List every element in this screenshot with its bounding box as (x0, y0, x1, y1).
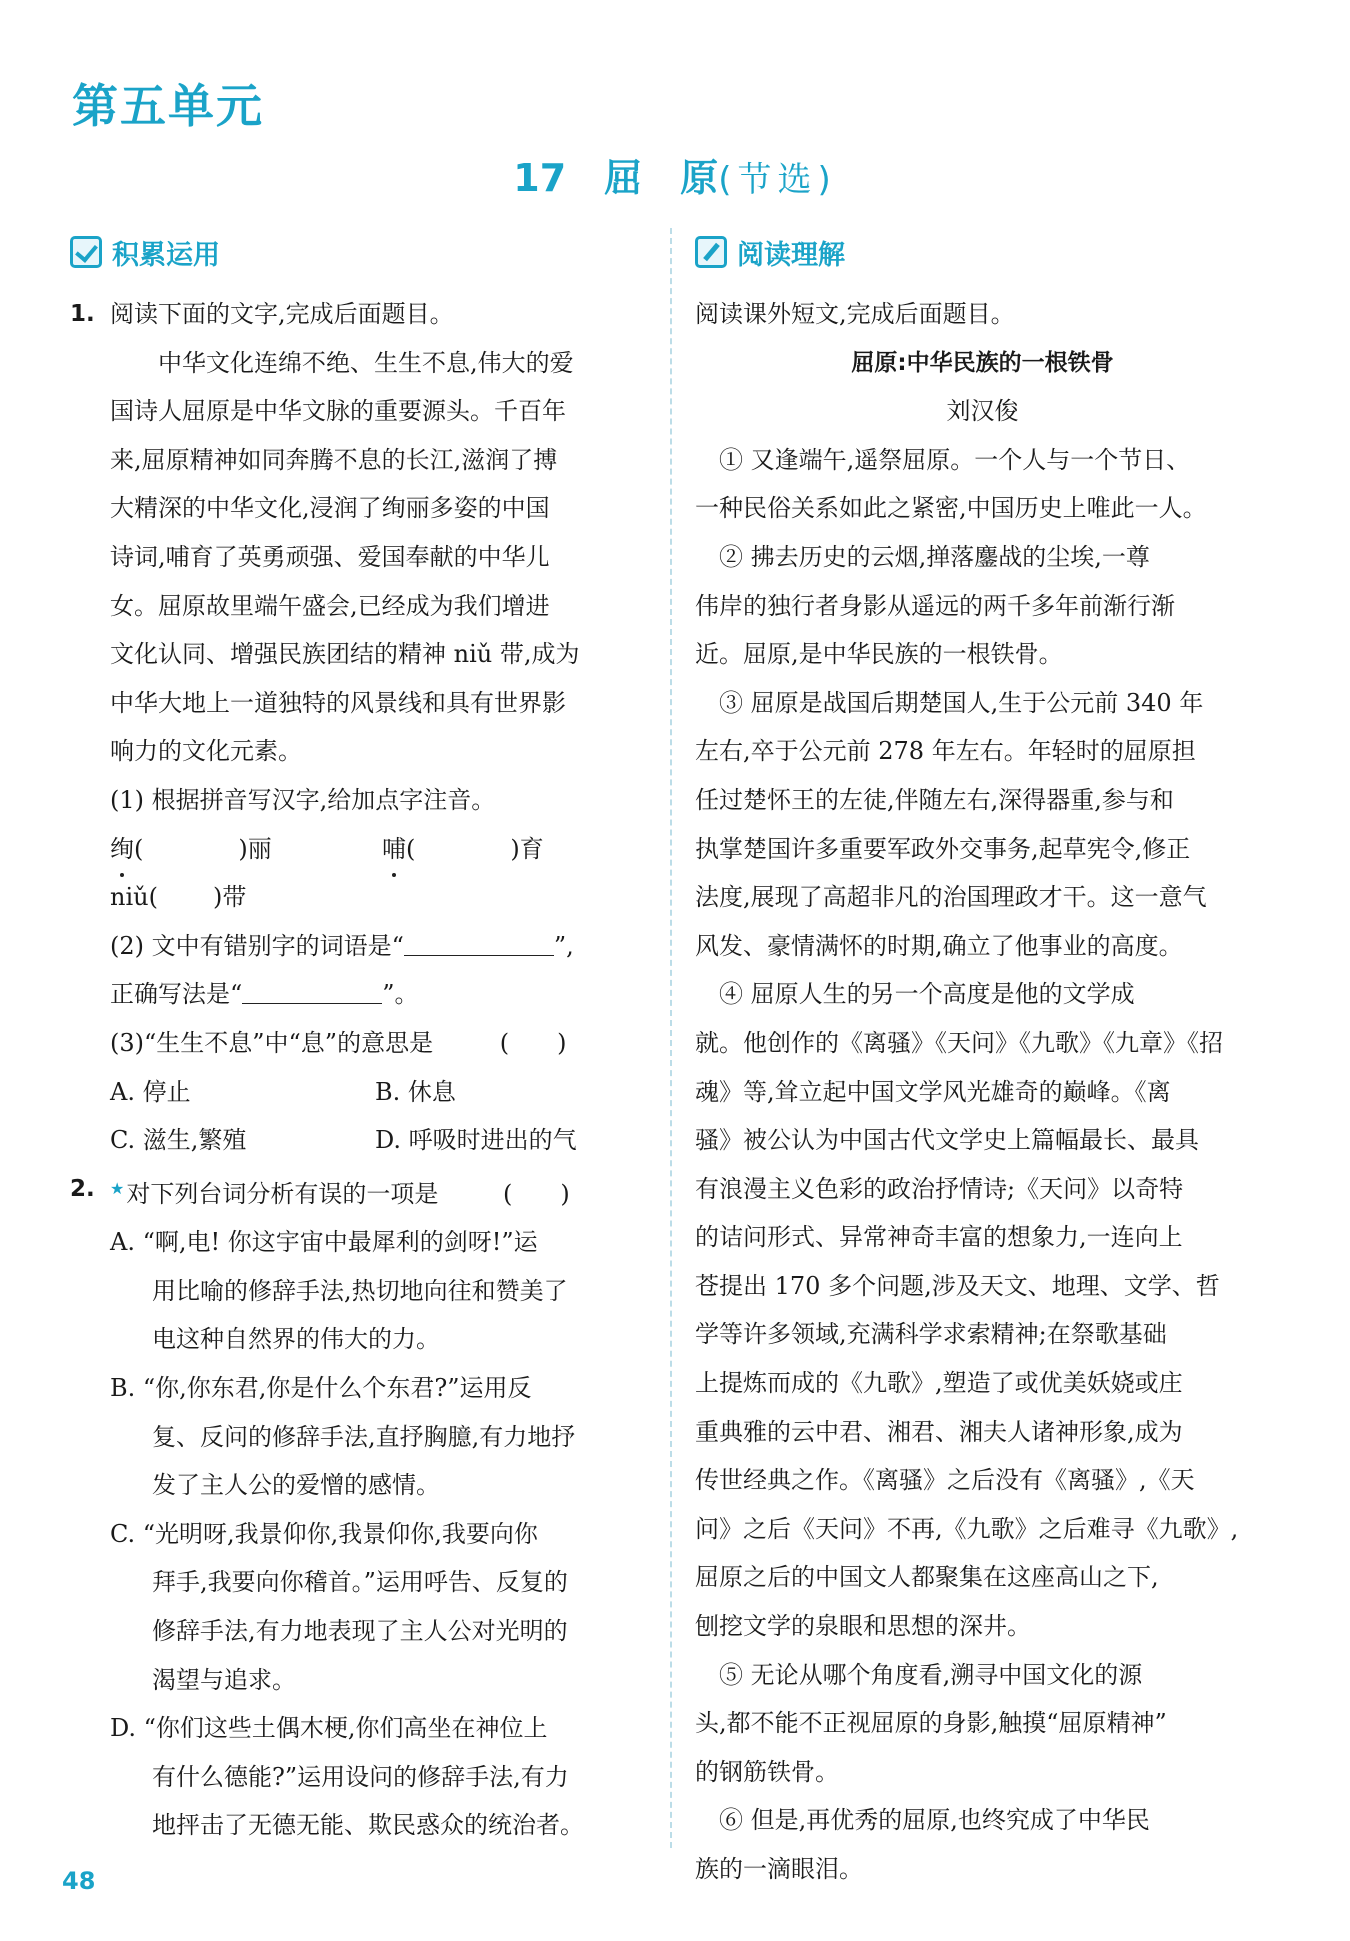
option-b-line: B. “你,你东君,你是什么个东君?”运用反 (110, 1374, 532, 1403)
option-d-line: 有什么德能?”运用设问的修辞手法,有力 (152, 1762, 569, 1791)
passage-line: 文化认同、增强民族团结的精神 niǔ 带,成为 (110, 640, 580, 669)
option-d-line: D. “你们这些土偶木梗,你们高坐在神位上 (110, 1714, 548, 1743)
pinyin-row: niǔ( )带 (110, 883, 247, 912)
question-number: 2. (70, 1175, 95, 1202)
lesson-number: 17 (513, 156, 567, 200)
article-line: 屈原之后的中国文人都聚集在这座高山之下, (695, 1563, 1159, 1592)
question-2-prompt: 2. ★对下列台词分析有误的一项是 ( ) (70, 1165, 645, 1219)
article-line: 问》之后《天问》不再,《九歌》之后难寻《九歌》, (695, 1514, 1239, 1543)
option-b: B. 休息 (375, 1077, 456, 1106)
options-row (70, 1116, 645, 1165)
passage-line: 中华文化连绵不绝、生生不息,伟大的爱 (158, 348, 574, 377)
article-line: 一种民俗关系如此之紧密,中国历史上唯此一人。 (695, 494, 1207, 523)
answer-paren[interactable]: ( ) (502, 1179, 570, 1208)
reading-prompt: 阅读课外短文,完成后面题目。 (695, 300, 1015, 328)
passage-line: 女。屈原故里端午盛会,已经成为我们增进 (110, 591, 550, 620)
article-line: 魂》等,耸立起中国文学风光雄奇的巅峰。《离 (695, 1077, 1171, 1106)
dotted-char: 绚 (110, 825, 134, 874)
article-line: 学等许多领域,充满科学求索精神;在祭歌基础 (695, 1320, 1167, 1349)
article-line: ⑥ 但是,再优秀的屈原,也终究成了中华民 (695, 1806, 1150, 1835)
option-c-line: 拜手,我要向你稽首。”运用呼告、反复的 (152, 1568, 568, 1597)
article-line: 左右,卒于公元前 278 年左右。年轻时的屈原担 (695, 737, 1196, 766)
option-a-line: 用比喻的修辞手法,热切地向往和赞美了 (152, 1276, 568, 1305)
answer-blank[interactable] (242, 977, 382, 1004)
passage-line: 中华大地上一道独特的风景线和具有世界影 (110, 688, 566, 717)
article-line: 近。屈原,是中华民族的一根铁骨。 (695, 640, 1063, 669)
option-d-line: 地抨击了无德无能、欺民惑众的统治者。 (152, 1811, 584, 1840)
article-line: 就。他创作的《离骚》《天问》《九歌》《九章》《招 (695, 1028, 1223, 1057)
answer-paren[interactable]: ( ) (499, 1028, 567, 1057)
options-row (70, 1068, 645, 1117)
sub-question-3: (3)“生生不息”中“息”的意思是 ( ) (70, 1019, 645, 1068)
answer-blank[interactable] (404, 929, 554, 956)
star-icon: ★ (110, 1178, 125, 1198)
article-line: 上提炼而成的《九歌》,塑造了或优美妖娆或庄 (695, 1369, 1183, 1398)
lesson-subtitle: (节选) (718, 160, 837, 200)
option-a-line: A. “啊,电! 你这宇宙中最犀利的剑呀!”运 (110, 1228, 538, 1257)
sub-question-2-cont: 正确写法是“ ”。 (70, 970, 645, 1019)
checkbox-icon (70, 236, 102, 268)
dotted-char: 哺 (382, 825, 406, 874)
passage-line: 大精深的中华文化,浸润了绚丽多姿的中国 (110, 494, 550, 523)
option-c-line: 修辞手法,有力地表现了主人公对光明的 (152, 1617, 568, 1646)
article-line: 重典雅的云中君、湘君、湘夫人诸神形象,成为 (695, 1417, 1183, 1446)
left-column (70, 232, 645, 1850)
passage-line: 诗词,哺育了英勇顽强、爱国奉献的中华儿 (110, 542, 550, 571)
article-line: ② 拂去历史的云烟,掸落鏖战的尘埃,一尊 (695, 542, 1150, 571)
article-line: ⑤ 无论从哪个角度看,溯寻中国文化的源 (695, 1660, 1143, 1689)
article-line: 有浪漫主义色彩的政治抒情诗;《天问》以奇特 (695, 1174, 1184, 1203)
article-line: 任过楚怀王的左徒,伴随左右,深得器重,参与和 (695, 785, 1174, 814)
option-b-line: 发了主人公的爱憎的感情。 (152, 1471, 440, 1500)
section-header-accumulate (70, 232, 645, 272)
question-1-prompt: 1. 阅读下面的文字,完成后面题目。 (70, 290, 645, 339)
column-divider (670, 228, 672, 1848)
sub-question-2: (2) 文中有错别字的词语是“ ”, (70, 922, 645, 971)
article-line: 苍提出 170 多个问题,涉及天文、地理、文学、哲 (695, 1271, 1220, 1300)
passage-line: 来,屈原精神如同奔腾不息的长江,滋润了搏 (110, 445, 558, 474)
unit-title: 第五单元 (72, 79, 264, 133)
article-line: 风发、豪情满怀的时期,确立了他事业的高度。 (695, 931, 1183, 960)
page-number: 48 (62, 1867, 96, 1895)
article-line: 执掌楚国许多重要军政外交事务,起草宪令,修正 (695, 834, 1191, 863)
article-line: 骚》被公认为中国古代文学史上篇幅最长、最具 (695, 1126, 1199, 1155)
option-a-line: 电这种自然界的伟大的力。 (152, 1325, 440, 1354)
pencil-icon (695, 236, 727, 268)
pinyin-row: 绚( )丽 哺( )育 (70, 825, 645, 874)
option-a: A. 停止 (110, 1077, 191, 1106)
article-line: 刨挖文学的泉眼和思想的深井。 (695, 1612, 1031, 1641)
article-line: 头,都不能不正视屈原的身影,触摸“屈原精神” (695, 1709, 1167, 1738)
passage-line: 响力的文化元素。 (110, 737, 302, 766)
option-b-line: 复、反问的修辞手法,直抒胸臆,有力地抒 (152, 1422, 576, 1451)
article-line: 伟岸的独行者身影从遥远的两千多年前渐行渐 (695, 591, 1175, 620)
article-author: 刘汉俊 (946, 397, 1019, 426)
section-header-reading (695, 232, 1270, 272)
lesson-title (0, 147, 1350, 202)
option-c: C. 滋生,繁殖 (110, 1126, 247, 1155)
option-c-line: 渴望与追求。 (152, 1665, 296, 1694)
article-line: ③ 屈原是战国后期楚国人,生于公元前 340 年 (695, 688, 1204, 717)
section-label: 积累运用 (112, 239, 220, 271)
article-line: ④ 屈原人生的另一个高度是他的文学成 (695, 980, 1135, 1009)
question-number: 1. (70, 301, 95, 327)
article-line: 族的一滴眼泪。 (695, 1855, 863, 1883)
lesson-name: 屈 原 (604, 156, 719, 200)
sub-question-1: (1) 根据拼音写汉字,给加点字注音。 (110, 785, 496, 814)
article-line: ① 又逢端午,遥祭屈原。一个人与一个节日、 (695, 445, 1191, 474)
option-d: D. 呼吸时进出的气 (375, 1126, 577, 1155)
section-label: 阅读理解 (737, 239, 845, 271)
article-title: 屈原:中华民族的一根铁骨 (851, 349, 1114, 376)
article-line: 的钢筋铁骨。 (695, 1757, 839, 1786)
passage-line: 国诗人屈原是中华文脉的重要源头。千百年 (110, 397, 566, 426)
right-column (695, 232, 1270, 1894)
article-line: 法度,展现了高超非凡的治国理政才干。这一意气 (695, 883, 1207, 912)
article-line: 传世经典之作。《离骚》之后没有《离骚》,《天 (695, 1466, 1195, 1495)
option-c-line: C. “光明呀,我景仰你,我景仰你,我要向你 (110, 1519, 538, 1548)
article-line: 的诘问形式、异常神奇丰富的想象力,一连向上 (695, 1223, 1183, 1252)
